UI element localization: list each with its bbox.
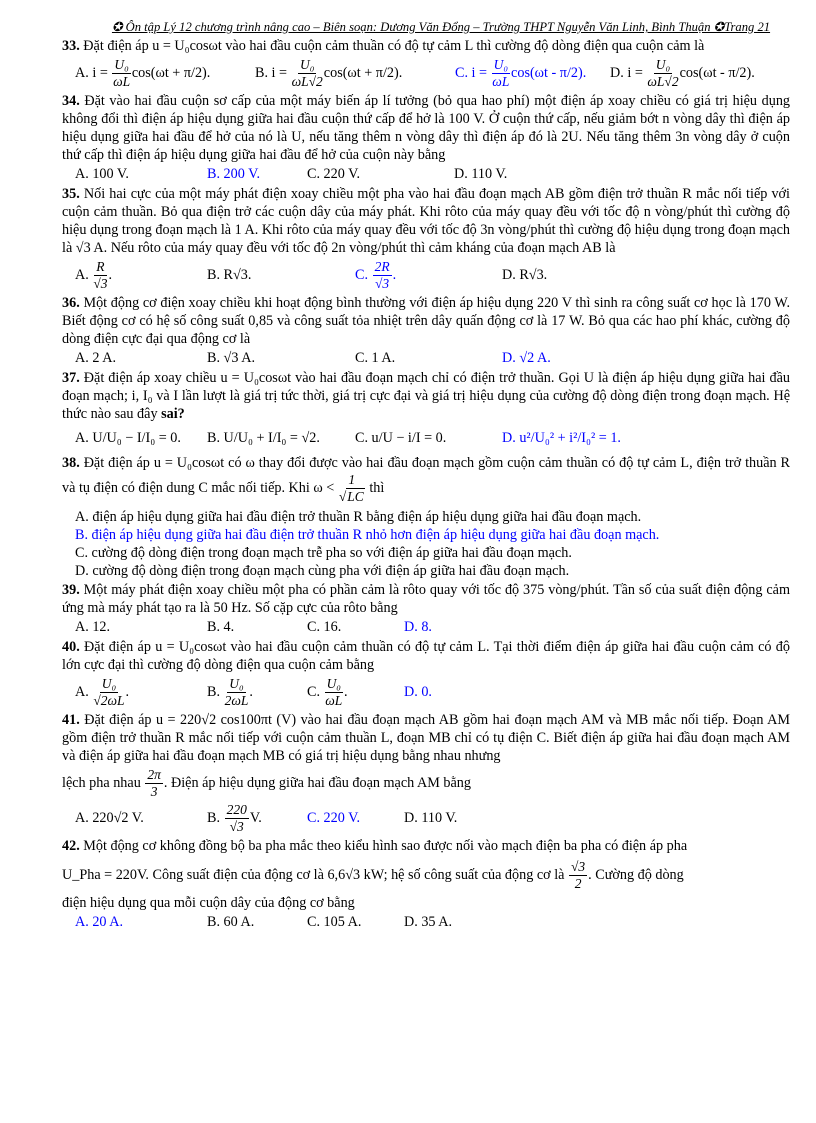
question-38: 38. Đặt điện áp u = U₀cosωt có ω thay đổi được vào hai đầu đoạn mạch gồm cuộn cảm thuần có độ tự cảm L, điện trở thuần R và tụ điện có điện dung C mắc nối tiếp. Khi ω < $\frac{1}{√LC}$ thì [62,455,790,504]
question-40: 40. Đặt điện áp u = U₀cosωt vào hai đầu cuộn cảm thuần có độ tự cảm L. Tại thời điểm điện áp giữa hai đầu cuộn cảm có độ lớn cực đại thì cường độ dòng điện qua cuộn cảm bằng [62,639,790,673]
question-40-text: Đặt điện áp u = U₀cosωt vào hai đầu cuộn cảm thuần có độ tự cảm L. Tại thời điểm điện áp giữa hai đầu cuộn cảm có độ lớn cực đại thì cường độ dòng điện qua cuộn cảm bằng [62,639,790,673]
option-a: A. 100 V. [75,166,129,182]
option-b: B. 60 A. [207,914,255,930]
option-c: C. u/U − i/I = 0. [355,430,447,446]
option-c-correct: C. 220 V. [307,810,361,826]
option-d: D. 110 V. [404,810,458,826]
option-b: B. $\frac{\text{U₀}}{2\omega L}$ . [207,675,253,708]
option-a: A. $\frac{\text{U₀}}{√2\omega L}$ . [75,675,130,708]
question-33-options [62,55,790,91]
option-c: C. 1 A. [355,350,396,366]
question-35-text: Nối hai cực của một máy phát điện xoay chiều một pha vào hai đầu đoạn mạch AB gồm điện trở thuần R mắc nối tiếp với cuộn cảm thuần. Bỏ qua điện trở các cuộn dây của máy phát. Khi rôto của máy quay đều với tốc độ n vòng/phút thì cường độ hiệu dụng trong đoạn mạch là 1 A. Khi rôto của máy quay đều với tốc độ 3n vòng/phút thì cường độ hiệu dụng trong đoạn mạch là √3 A. Nếu rôto của máy quay đều với tốc độ 2n vòng/phút thì cảm kháng của đoạn mạch AB là [62,186,790,256]
option-a: A. U/U₀ − I/I₀ = 0. [75,430,181,446]
question-40-options [62,674,790,710]
option-c-correct: C. $\frac{2R}{√3}$ . [355,258,397,291]
question-42-options [62,912,790,932]
question-36-options [62,348,790,368]
question-37-emphasis: sai? [161,406,185,422]
question-36-text: Một động cơ điện xoay chiều khi hoạt động bình thường với điện áp hiệu dụng 220 V thì sinh ra công suất cơ học là 170 W. Biết động cơ có hệ số công suất 0,85 và công suất tỏa nhiệt trên dây quấn động cơ là 17 W. Bỏ qua các hao phí khác, cường độ dòng điện cực đại qua động cơ là [62,295,791,347]
option-d: D. i = $\frac{\text{U₀}}{\omega L√2}$ cos(ωt - π/2). [610,56,755,89]
question-33: 33. Đặt điện áp u = U₀cosωt vào hai đầu cuộn cảm thuần có độ tự cảm L thì cường độ dòng điện qua cuộn cảm là [62,38,705,54]
document-page [62,18,790,932]
option-a: A. 220√2 V. [75,810,144,826]
option-d-correct: D. 0. [404,684,432,700]
option-d-correct: D. √2 A. [502,350,551,366]
option-a: A. 2 A. [75,350,116,366]
question-38-option-b-correct: B. điện áp hiệu dụng giữa hai đầu điện trở thuần R nhỏ hơn điện áp hiệu dụng giữa hai đầu đoạn mạch. [75,527,660,543]
option-d: D. 35 A. [404,914,453,930]
option-b: B. √3 A. [207,350,255,366]
question-41-text: Đặt điện áp u = 220√2 cos100πt (V) vào hai đầu đoạn mạch AB gồm hai đoạn mạch AM và MB mắc nối tiếp. Đoạn AM gồm điện trở thuần R mắc nối tiếp với cuộn cảm thuần L, đoạn MB chỉ có tụ điện C. Biết điện áp giữa hai đầu đoạn mạch AM và điện áp giữa hai đầu đoạn mạch MB có giá trị hiệu dụng bằng nhau nhưng [62,712,791,764]
option-c: C. 16. [307,619,342,635]
option-c-correct: C. i = $\frac{\text{U₀}}{\omega L}$ cos(ωt - π/2). [455,56,587,89]
question-41-options [62,800,790,836]
option-a: A. i = $\frac{\text{U₀}}{\omega L}$ cos(ωt + π/2). [75,56,211,89]
option-a-correct: A. 20 A. [75,914,124,930]
option-b: B. i = $\frac{\text{U₀}}{\omega L√2}$ cos(ωt + π/2). [255,56,403,89]
question-42-text: Một động cơ không đồng bộ ba pha mắc theo kiểu hình sao được nối vào mạch điện ba pha có điện áp pha [83,838,688,854]
option-b: B. U/U₀ + I/I₀ = √2. [207,430,320,446]
question-39-options [62,617,790,637]
question-42-text-end: điện hiệu dụng qua mỗi cuộn dây của động cơ bằng [62,895,355,911]
question-35: 35. Nối hai cực của một máy phát điện xoay chiều một pha vào hai đầu đoạn mạch AB gồm điện trở thuần R mắc nối tiếp với cuộn cảm thuần. Bỏ qua điện trở các cuộn dây của máy phát. Khi rôto của máy quay đều với tốc độ n vòng/phút thì cường độ hiệu dụng trong đoạn mạch là 1 A. Khi rôto của máy quay đều với tốc độ 3n vòng/phút thì cường độ hiệu dụng trong đoạn mạch là √3 A. Nếu rôto của máy quay đều với tốc độ 2n vòng/phút thì cảm kháng của đoạn mạch AB là [62,186,790,256]
option-a: A. $\frac{R}{√3}$ . [75,258,113,291]
option-d: D. R√3. [502,267,548,283]
question-37: 37. Đặt điện áp xoay chiều u = U₀cosωt vào hai đầu đoạn mạch chỉ có điện trở thuần. Gọi U là điện áp hiệu dụng giữa hai đầu đoạn mạch; i, I₀ và I lần lượt là giá trị tức thời, giá trị cực đại và giá trị hiệu dụng của cường độ dòng điện trong đoạn mạch. Hệ thức nào sau đây sai? [62,370,791,422]
question-38-option-d: D. cường độ dòng điện trong đoạn mạch cùng pha với điện áp giữa hai đầu đoạn mạch. [75,563,570,579]
option-b: B. R√3. [207,267,252,283]
option-b: B. 4. [207,619,235,635]
question-38-option-a: A. điện áp hiệu dụng giữa hai đầu điện trở thuần R bằng điện áp hiệu dụng giữa hai đầu đoạn mạch. [75,509,642,525]
question-36: 36. Một động cơ điện xoay chiều khi hoạt động bình thường với điện áp hiệu dụng 220 V thì sinh ra công suất cơ học là 170 W. Biết động cơ có hệ số công suất 0,85 và công suất tỏa nhiệt trên dây quấn động cơ là 17 W. Bỏ qua các hao phí khác, cường độ dòng điện cực đại qua động cơ là [62,295,791,347]
option-c: C. 220 V. [307,166,361,182]
question-37-text: Đặt điện áp xoay chiều u = U₀cosωt vào hai đầu đoạn mạch chỉ có điện trở thuần. Gọi U là điện áp hiệu dụng giữa hai đầu đoạn mạch; i, I₀ và I lần lượt là giá trị tức thời, giá trị cực đại và giá trị hiệu dụng của cường độ dòng điện trong đoạn mạch. Hệ thức nào sau đây [62,370,791,422]
question-42: 42. Một động cơ không đồng bộ ba pha mắc theo kiểu hình sao được nối vào mạch điện ba pha có điện áp pha [62,838,688,854]
option-b: B. $\frac{220}{√3}$ V. [207,801,262,834]
question-34-text: Đặt vào hai đầu cuộn sơ cấp của một máy biến áp lí tưởng (bỏ qua hao phí) một điện áp xoay chiều có giá trị hiệu dụng không đổi thì điện áp hiệu dụng giữa hai đầu cuộn thứ cấp để hở là 100 V. Ở cuộn thứ cấp, nếu giảm bớt n vòng dây thì điện áp hiệu dụng giữa hai đầu để hở của nó là U, nếu tăng thêm n vòng dây thì điện áp đó là 2U. Nếu tăng thêm 3n vòng dây ở cuộn thứ cấp thì điện áp hiệu dụng giữa hai đầu để hở của cuộn này bằng [62,93,791,163]
page-header: ✪ Ôn tập Lý 12 chương trình nâng cao – Biên soạn: Dương Văn Đổng – Trường THPT Nguyễn Văn Linh, Bình Thuận ✪Trang 21 [111,20,771,34]
question-41: 41. Đặt điện áp u = 220√2 cos100πt (V) vào hai đầu đoạn mạch AB gồm hai đoạn mạch AM và MB mắc nối tiếp. Đoạn AM gồm điện trở thuần R mắc nối tiếp với cuộn cảm thuần L, đoạn MB chỉ có tụ điện C. Biết điện áp giữa hai đầu đoạn mạch AM và điện áp giữa hai đầu đoạn mạch MB có giá trị hiệu dụng bằng nhau nhưng [62,712,791,764]
question-33-text: Đặt điện áp u = U₀cosωt vào hai đầu cuộn cảm thuần có độ tự cảm L thì cường độ dòng điện qua cuộn cảm là [83,38,705,54]
option-d-correct: D. u²/U₀² + i²/I₀² = 1. [502,430,621,446]
question-39-text: Một máy phát điện xoay chiều một pha có phần cảm là rôto quay với tốc độ 375 vòng/phút. Tần số của suất điện động cảm ứng mà máy phát tạo ra là 50 Hz. Số cặp cực của rôto bằng [62,582,791,616]
question-42-text-cont: U_Pha = 220V. Công suất điện của động cơ là 6,6√3 kW; hệ số công suất của động cơ là $\frac{√3}{2}$ . Cường độ dòng [62,859,684,891]
option-c: C. $\frac{\text{U₀}}{\omega L}$ . [307,675,348,708]
option-d-correct: D. 8. [404,619,432,635]
question-37-options [62,423,790,453]
option-c: C. 105 A. [307,914,362,930]
option-a: A. 12. [75,619,111,635]
question-38-text: Đặt điện áp u = U₀cosωt có ω thay đổi được vào hai đầu đoạn mạch gồm cuộn cảm thuần có độ tự cảm L, điện trở thuần R và tụ điện có điện dung C mắc nối tiếp. Khi ω < [62,455,790,496]
question-39: 39. Một máy phát điện xoay chiều một pha có phần cảm là rôto quay với tốc độ 375 vòng/phút. Tần số của suất điện động cảm ứng mà máy phát tạo ra là 50 Hz. Số cặp cực của rôto bằng [62,582,791,616]
question-35-options [62,257,790,293]
question-41-text-cont: lệch pha nhau $\frac{2\pi}{3}$ . Điện áp hiệu dụng giữa hai đầu đoạn mạch AM bằng [62,767,471,799]
option-d: D. 110 V. [454,166,508,182]
question-34: 34. Đặt vào hai đầu cuộn sơ cấp của một máy biến áp lí tưởng (bỏ qua hao phí) một điện áp xoay chiều có giá trị hiệu dụng không đổi thì điện áp hiệu dụng giữa hai đầu cuộn thứ cấp để hở là 100 V. Ở cuộn thứ cấp, nếu giảm bớt n vòng dây thì điện áp hiệu dụng giữa hai đầu để hở của nó là U, nếu tăng thêm n vòng dây thì điện áp đó là 2U. Nếu tăng thêm 3n vòng dây ở cuộn thứ cấp thì điện áp hiệu dụng giữa hai đầu để hở của cuộn này bằng [62,93,791,163]
option-b-correct: B. 200 V. [207,166,261,182]
question-34-options [62,164,790,184]
question-38-option-c: C. cường độ dòng điện trong đoạn mạch trễ pha so với điện áp giữa hai đầu đoạn mạch. [75,545,572,561]
